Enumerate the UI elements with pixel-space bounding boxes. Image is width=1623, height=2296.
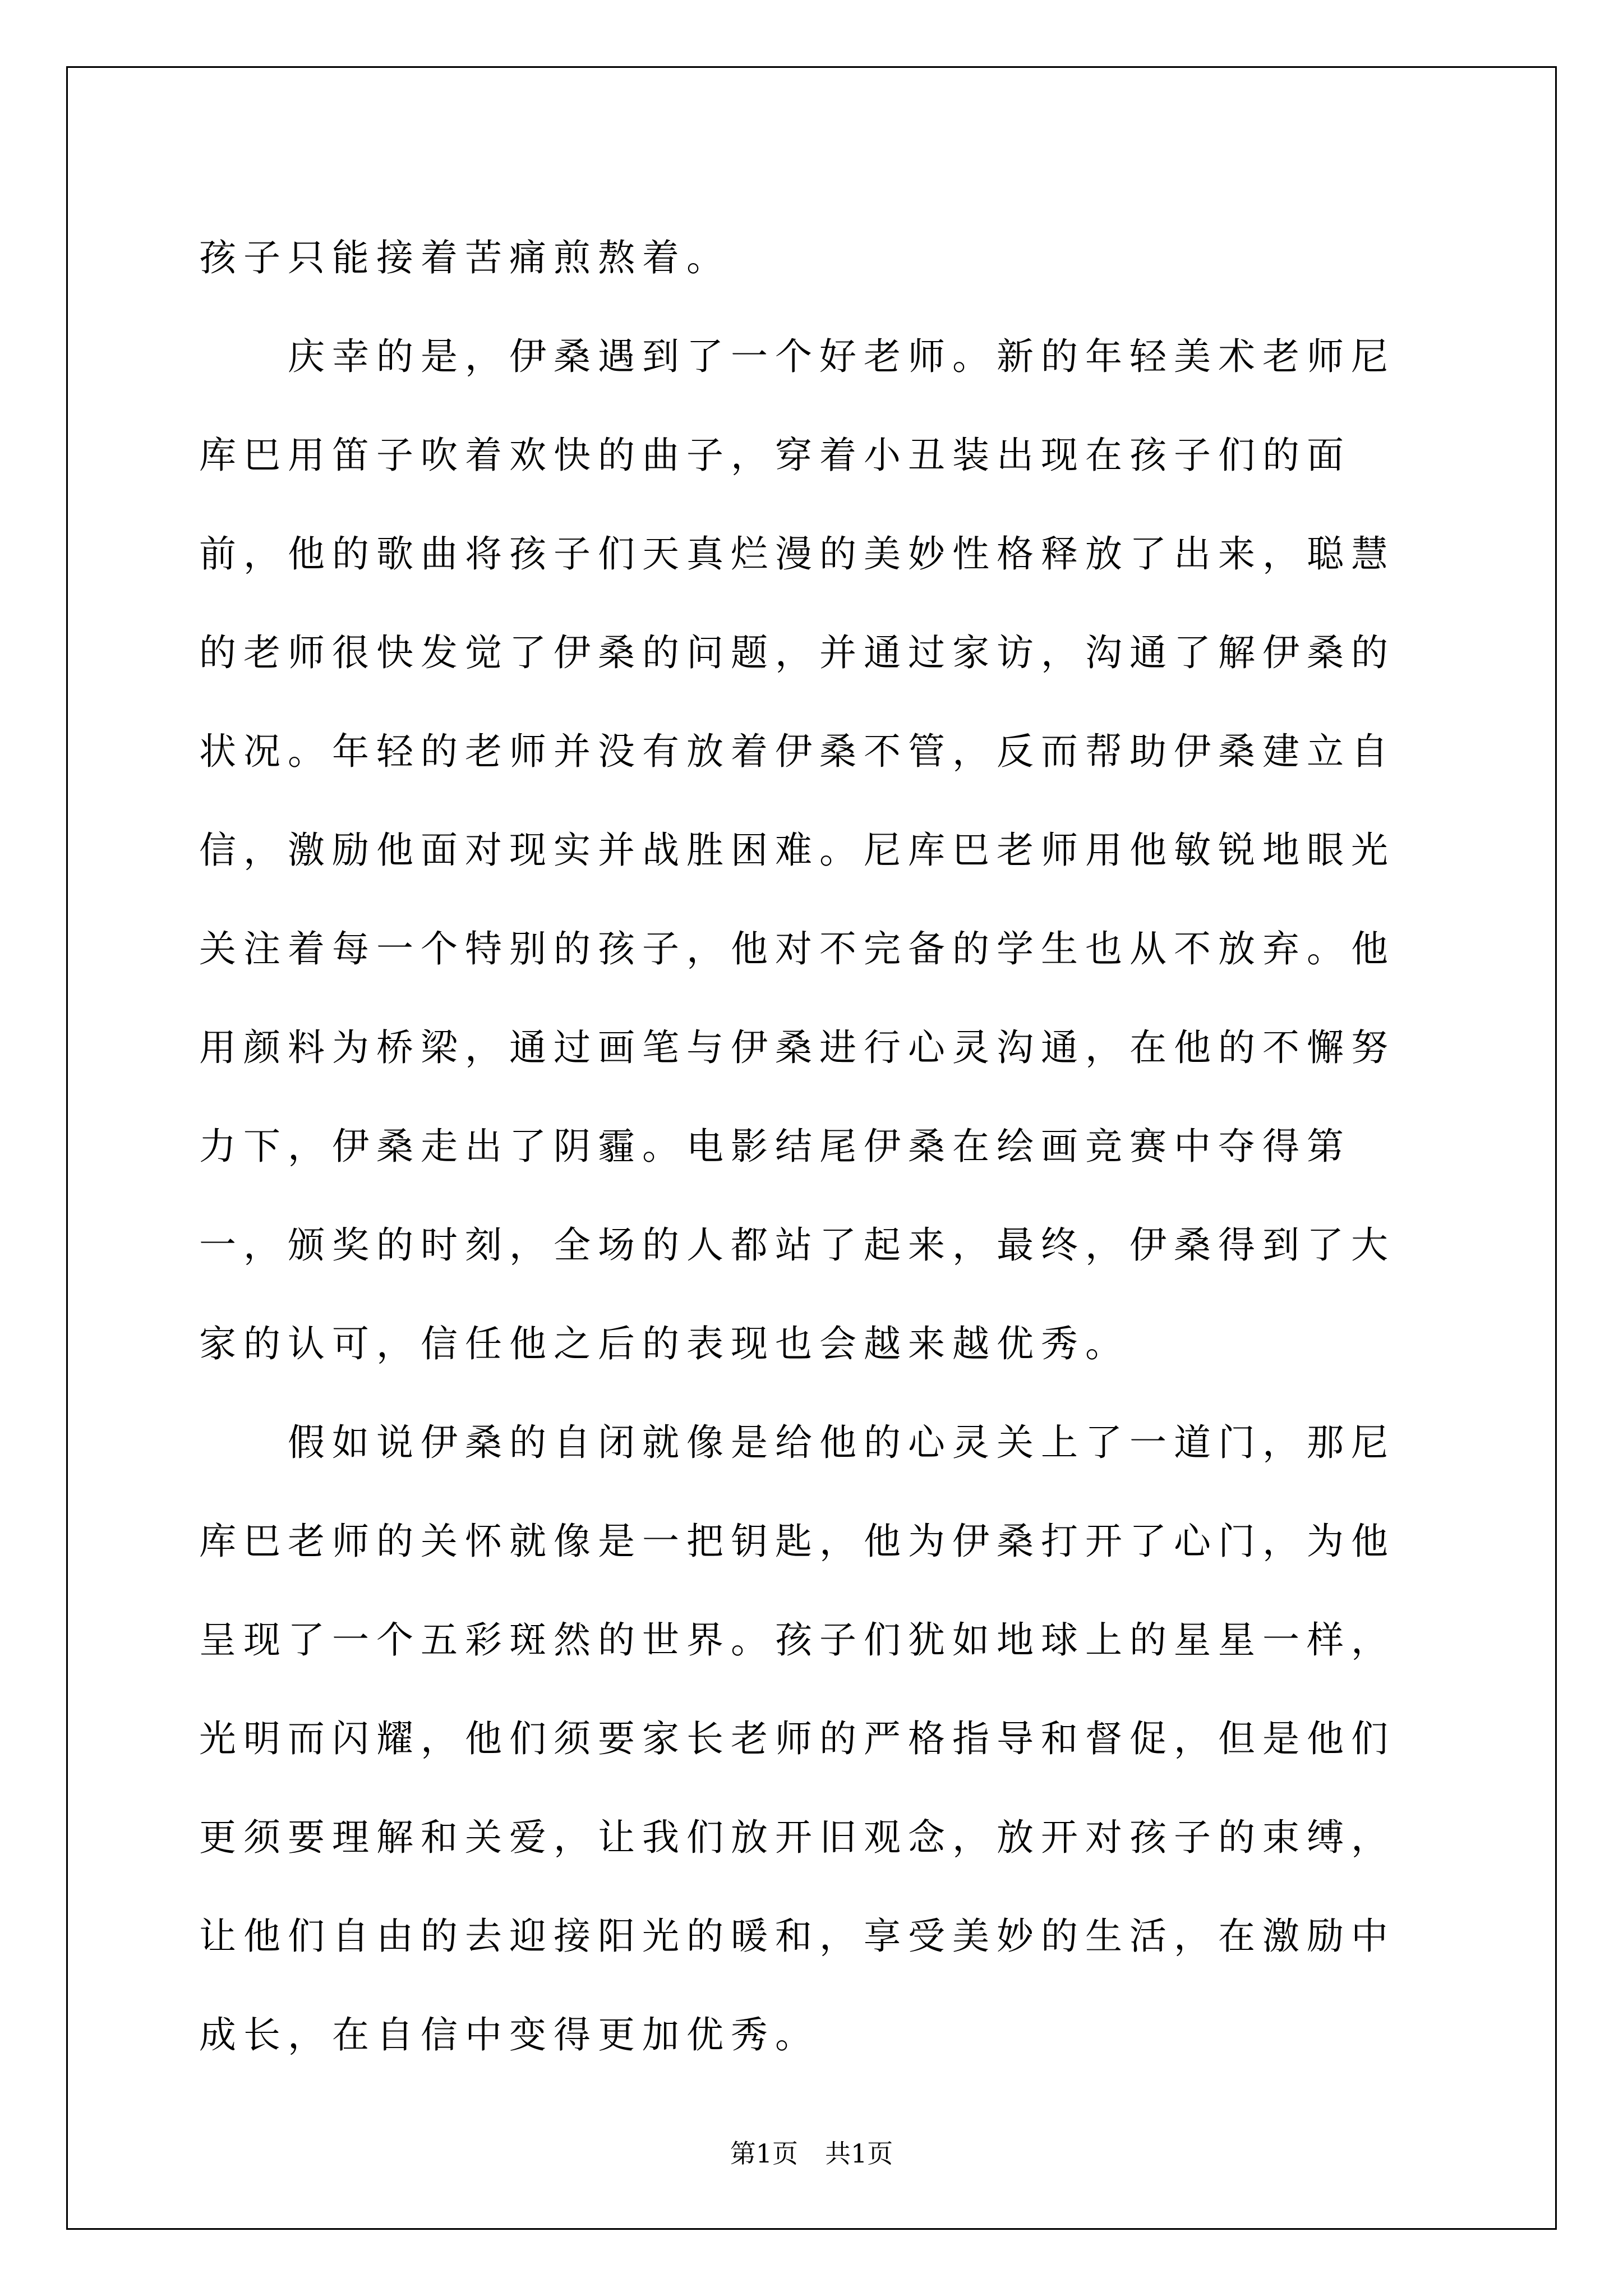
page-footer <box>0 2133 1623 2170</box>
page-number: 第1页 <box>730 2138 798 2169</box>
document-body <box>199 209 1427 2085</box>
paragraph-3: 假如说伊桑的自闭就像是给他的心灵关上了一道门，那尼库巴老师的关怀就像是一把钥匙，他为伊桑打开了心门，为他呈现了一个五彩斑然的世界。孩子们犹如地球上的星星一样，光明而闪耀，他们须要家长老师的严格指导和督促，但是他们更须要理解和关爱，让我们放开旧观念，放开对孩子的束缚，让他们自由的去迎接阳光的暖和，享受美妙的生活，在激励中成长，在自信中变得更加优秀。 <box>199 1421 1395 2056</box>
page-total: 共1页 <box>825 2138 893 2169</box>
paragraph-1: 孩子只能接着苦痛煎熬着。 <box>199 236 731 279</box>
paragraph-2: 庆幸的是，伊桑遇到了一个好老师。新的年轻美术老师尼库巴用笛子吹着欢快的曲子，穿着小丑装出现在孩子们的面前，他的歌曲将孩子们天真烂漫的美妙性格释放了出来，聪慧的老师很快发觉了伊桑的问题，并通过家访，沟通了解伊桑的状况。年轻的老师并没有放着伊桑不管，反而帮助伊桑建立自信，激励他面对现实并战胜困难。尼库巴老师用他敏锐地眼光关注着每一个特别的孩子，他对不完备的学生也从不放弃。他用颜料为桥梁，通过画笔与伊桑进行心灵沟通，在他的不懈努力下，伊桑走出了阴霾。电影结尾伊桑在绘画竞赛中夺得第一，颁奖的时刻，全场的人都站了起来，最终，伊桑得到了大家的认可，信任他之后的表现也会越来越优秀。 <box>199 335 1395 1365</box>
